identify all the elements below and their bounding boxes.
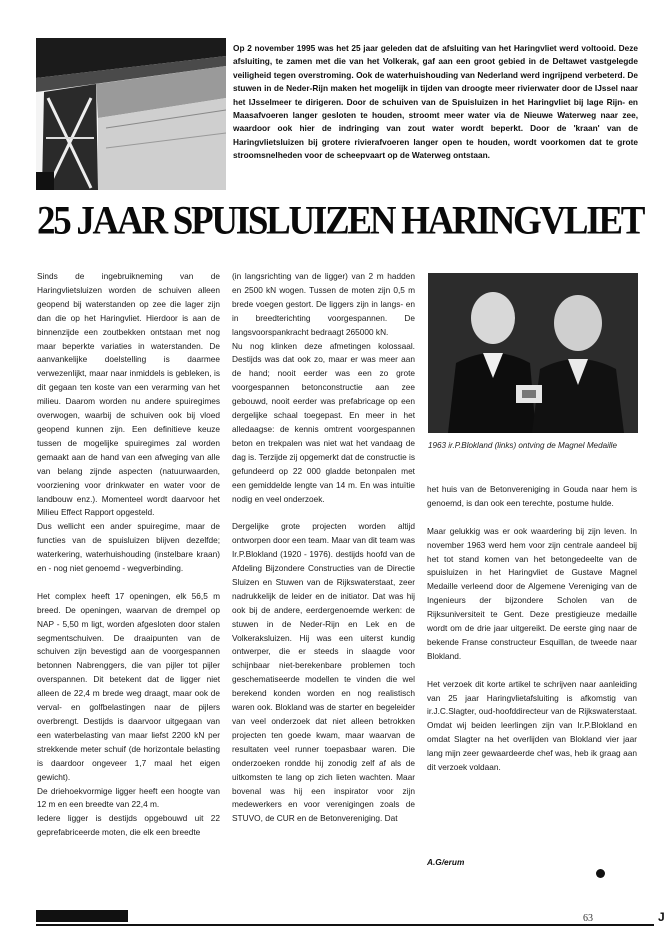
paragraph: Iedere ligger is destijds opgebouwd uit 22 geprefabriceerde moten, die elk een breedte — [37, 813, 220, 838]
paragraph: het huis van de Betonvereniging in Gouda naar hem is genoemd, is dan ook een terechte, postume hulde. — [427, 484, 637, 508]
article-column-1 — [37, 270, 220, 840]
footer-bar — [36, 910, 128, 922]
sluice-structure-illustration — [36, 38, 226, 190]
blokland-portrait-illustration — [428, 273, 638, 433]
photo-caption: 1963 ir.P.Blokland (links) ontving de Magnel Medaille — [428, 441, 617, 450]
intro-paragraph: Op 2 november 1995 was het 25 jaar geleden dat de afsluiting van het Haringvliet werd voltooid. Deze afsluiting, te zamen met die van het Volkerak, gaf aan een groot gebied in de Deltawet vastgelegde veiligheid tegen overstroming. Ook de waterhuishouding van Nederland werd ingrijpend verbeterd. De stuwen in de Neder-Rijn maken het mogelijk in tijden van droogte meer rivierwater door de IJssel naar het IJsselmeer te dirigeren. Door de schuiven van de Spuisluizen in het Haringvliet bij lage Rijn- en Maasafvoeren langer gesloten te houden, stroomt meer water via de Nieuwe Waterweg naar zee, waardoor ook hier de indringing van zout water wordt beperkt. Door de 'kraan' van de Haringvlietsluizen bij grotere rivierafvoeren langer open te houden, wordt voorkomen dat te grote stroomsnelheden voor de scheepvaart op de Waterweg ontstaan. — [233, 43, 638, 161]
sluice-structure-photo — [36, 38, 226, 190]
paragraph: De driehoekvormige ligger heeft een hoogte van 12 m en een breedte van 22,4 m. — [37, 785, 220, 810]
paragraph: Het complex heeft 17 openingen, elk 56,5 m breed. De openingen, waarvan de drempel op NAP - 5,50 m ligt, worden afgesloten door stalen segmentschuiven. De draaipunten van de schuiven zijn bevestigd aan de voorgespannen betonnen Nabrenggers, die van pijler tot pijler overspannen. Dit betekent dat de ligger niet alleen de 22,4 m brede weg draagt, maar ook de verval- en golfbelastingen naar de pijlers overbrengt. Destijds is daarvoor uitgegaan van een waterbelasting van maar liefst 2200 kN per strekkende meter schuif (de horizontale belasting is daardoor ongeveer 1,7 maal het eigen gewicht). — [37, 590, 220, 782]
paragraph: Sinds de ingebruikneming van de Haringvlietsluizen worden de schuiven alleen geopend bij waterstanden op zee die lager zijn dan die op het Haringvliet. Hierdoor is aan de binnenzijde een zoutbekken ontstaan met nog maar beperkte variaties in waterstanden. De aanvankelijke doelstelling is daarmee verwezenlijkt, maar naar inmiddels is gebleken, is dit gegaan ten koste van een verarming van het milieu. Daarom worden nu andere spuiregimes overwogen, waarbij de schuiven ook bij vloed geopend kunnen zijn. Een definitieve keuze tussen de mogelijke spuiregimes zal worden gemaakt aan de hand van een afweging van alle van belang zijnde aspecten (natuurwaarden, voorziening voor drinkwater en water voor de landbouw enz.). Momenteel wordt daarvoor het Milieu Effect Rapport opgesteld. — [37, 271, 220, 518]
paragraph: Nu nog klinken deze afmetingen kolossaal. Destijds was dat ook zo, maar er was meer aan de hand; nooit eerder was een zo grote voorgespannen betonconstructie aan zee gebouwd, nooit eerder was prefabricage op een dergelijke schaal toegepast. En meer in het alledaagse: de kennis omtrent voorgespannen beton en trekpalen was niet wat het vandaag de dag is. Terzijde zij opgemerkt dat de constructie is gefundeerd op 22 000 gladde betonpalen met een gemiddelde lengte van 14 m. En was intuïtie nodig en veel onderzoek. — [232, 340, 415, 504]
blokland-photo — [428, 273, 638, 433]
corner-mark: J — [658, 910, 665, 924]
footer-rule — [36, 924, 654, 926]
paragraph: Dus wellicht een ander spuiregime, maar de functies van de spuisluizen blijven dezelfde; waterkering, waterhuishouding (instelbare kraan) en - nog niet genoemd - wegverbinding. — [37, 521, 220, 574]
page-title: 25 JAAR SPUISLUIZEN HARINGVLIET — [37, 199, 644, 244]
paragraph: (in langsrichting van de ligger) van 2 m hadden en 2500 kN wogen. Tussen de moten zijn 0,5 m brede voegen gestort. De liggers zijn in langs- en in breedterichting voorgespannen. De langsvoorspankracht bedraagt 265000 kN. — [232, 271, 415, 337]
paragraph: Het verzoek dit korte artikel te schrijven naar aanleiding van 25 jaar Haringvlietafsluiting is afkomstig van ir.J.C.Slagter, oud-hoofddirecteur van de Rijkswaterstaat. Omdat wij beiden leerlingen zijn van Ir.P.Blokland en omdat Slagter na het overlijden van Blokland vier jaar lang mijn zeer gewaardeerde chef was, heb ik graag aan dit verzoek voldaan. — [427, 678, 637, 773]
paragraph: Maar gelukkig was er ook waardering bij zijn leven. In november 1963 werd hem voor zijn centrale aandeel bij het tot stand komen van het betongedeelte van de spuisluizen in het Haringvliet de Gustave Magnel Medaille verleend door de Algemene Vereniging van de Ingenieurs der bijzondere Scholen van de Rijksuniversiteit te Gent. Deze prestigieuze medaille wordt om de drie jaar uitgereikt. De eerste ging naar de bekende Franse constructeur Esquillan, de tweede naar Blokland. — [427, 525, 637, 661]
paragraph: Dergelijke grote projecten worden altijd ontworpen door een team. Maar van dit team was Ir.P.Blokland (1920 - 1976). destijds hoofd van de Afdeling Bijzondere Constructies van de Directie Sluizen en Stuwen van de Rijkswaterstaat, zeer nadrukkelijk de leider en de initiator. Dat was hij ook bij de andere, eerdergenoemde werken: de stuwen in de Neder-Rijn en Lek en de Volkeraksluizen. Hij was een uiterst kundig ontwerper, die er steeds in slaagde voor schijnbaar niet-berekenbare problemen toch geschematiseerde modellen te vinden die wel berekend konden worden en nog realistisch waren ook. Blokland was de starter en begeleider van veel onderzoek dat niet alleen betrokken projecten ten goede kwam, maar waarvan de resultaten veel runner toepasbaar waren. Die onderzoeken rondde hij zonodig zelf af als de uitkomsten te lang op zich lieten wachten. Maar bovenal was hij een inspirator voor zijn medewerkers en voor verenigingen zoals de STUVO, de CUR en de Betonvereniging. Dat — [232, 521, 415, 824]
article-column-3 — [427, 483, 637, 789]
page-number: 63 — [583, 913, 593, 924]
article-column-2 — [232, 270, 415, 826]
end-of-article-bullet — [596, 869, 605, 878]
author-signature: A.G/erum — [427, 857, 465, 867]
